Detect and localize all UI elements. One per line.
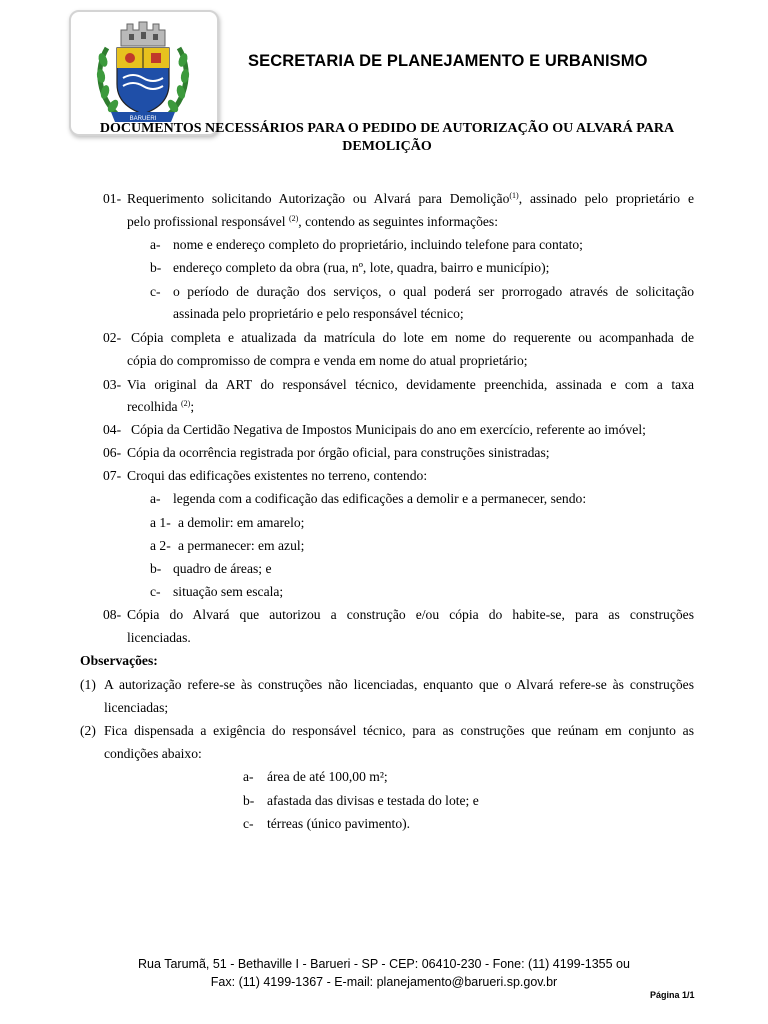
item-08-number: 08- (103, 607, 122, 622)
observation-1-number: (1) (80, 677, 96, 692)
item-01-sub-c-mark: c- (150, 284, 161, 299)
observation-2-sub-c-text: térreas (único pavimento). (267, 816, 411, 831)
item-07-sub-a2-text: a permanecer: em azul; (178, 538, 305, 553)
item-07-sub-b-text: quadro de áreas; e (173, 561, 272, 576)
item-06-line-1: Cópia da ocorrência registrada por órgão oficial, para construções sinistradas; (127, 445, 550, 460)
logo-frame (69, 10, 219, 136)
item-07-sub-a-mark: a- (150, 491, 161, 506)
item-07-sub-a2-mark: a 2- (150, 538, 171, 553)
page-number: Página 1/1 (650, 990, 695, 1000)
page-footer (0, 955, 768, 991)
item-04-number: 04- (103, 422, 122, 437)
barueri-coat-of-arms-logo (93, 18, 193, 126)
item-07-line-1: Croqui das edificações existentes no terreno, contendo: (127, 468, 428, 483)
document-title-line-2: DEMOLIÇÃO (342, 139, 432, 154)
item-07-sub-a1-text: a demolir: em amarelo; (178, 515, 305, 530)
item-07-sub-a1-mark: a 1- (150, 515, 171, 530)
observation-2-sub-b-mark: b- (243, 793, 255, 808)
footer-address-line-1: Rua Tarumã, 51 - Bethaville I - Barueri - SP - CEP: 06410-230 - Fone: (11) 4199-1355 ou (138, 957, 630, 971)
item-01-sub-c-text-1: o período de duração dos serviços, o qual poderá ser prorrogado através de solicitação (173, 284, 694, 299)
item-04-line-1: Cópia da Certidão Negativa de Impostos Municipais do ano em exercício, referente ao imóvel; (131, 422, 646, 437)
item-03-line-1: Via original da ART do responsável técnico, devidamente preenchida, assinada e com a taxa (127, 377, 694, 392)
observation-2-sub-c-mark: c- (243, 816, 254, 831)
observation-2-sub-a-text: área de até 100,00 m²; (267, 769, 388, 784)
footer-address-line-2: Fax: (11) 4199-1367 - E-mail: planejamento@barueri.sp.gov.br (210, 975, 558, 989)
observation-2-line-1: Fica dispensada a exigência do responsável técnico, para as construções que reúnam em conjunto as (104, 723, 694, 738)
item-01-number: 01- (103, 191, 122, 206)
observation-1-line-2: licenciadas; (104, 700, 169, 715)
item-01-line-2: pelo profissional responsável $^{(2)}$, contendo as seguintes informações: (127, 214, 498, 229)
item-07-sub-c-text: situação sem escala; (173, 584, 284, 599)
item-08-line-1: Cópia do Alvará que autorizou a construção e/ou cópia do habite-se, para as construções (127, 607, 694, 622)
item-02-number: 02- (103, 330, 122, 345)
observation-2-sub-a-mark: a- (243, 769, 254, 784)
observation-2-line-2: condições abaixo: (104, 746, 202, 761)
document-title (80, 120, 694, 156)
item-02-line-1: Cópia completa e atualizada da matrícula do lote em nome do requerente ou acompanhada de (131, 330, 694, 345)
item-03-number: 03- (103, 377, 122, 392)
item-07-sub-b-mark: b- (150, 561, 162, 576)
item-08-line-2: licenciadas. (127, 630, 191, 645)
item-02-line-2: cópia do compromisso de compra e venda em nome do atual proprietário; (127, 353, 528, 368)
observation-2-number: (2) (80, 723, 96, 738)
item-07-number: 07- (103, 468, 122, 483)
observation-1-line-1: A autorização refere-se às construções não licenciadas, enquanto que o Alvará refere-se às construções (104, 677, 694, 692)
document-title-line-1: DOCUMENTOS NECESSÁRIOS PARA O PEDIDO DE AUTORIZAÇÃO OU ALVARÁ PARA (99, 121, 675, 136)
item-01-sub-b-mark: b- (150, 260, 162, 275)
item-01-sub-c-text-2: assinada pelo proprietário e pelo responsável técnico; (173, 306, 464, 321)
item-06-number: 06- (103, 445, 122, 460)
item-01-sub-a-text: nome e endereço completo do proprietário, incluindo telefone para contato; (173, 237, 583, 252)
item-01-sub-a-mark: a- (150, 237, 161, 252)
item-07-sub-a-text: legenda com a codificação das edificações a demolir e a permanecer, sendo: (173, 491, 587, 506)
item-07-sub-c-mark: c- (150, 584, 161, 599)
item-03-line-2: recolhida $^{(2)}$; (127, 399, 195, 414)
observations-heading: Observações: (80, 653, 158, 668)
observation-2-sub-b-text: afastada das divisas e testada do lote; e (267, 793, 479, 808)
item-01-line-1: Requerimento solicitando Autorização ou Alvará para Demolição$^{(1)}$, assinado pelo proprietário e (127, 191, 694, 206)
logo-ribbon-text: BARUERI (129, 116, 157, 122)
page-header-title: SECRETARIA DE PLANEJAMENTO E URBANISMO (248, 52, 648, 70)
item-01-sub-b-text: endereço completo da obra (rua, nº, lote, quadra, bairro e município); (173, 260, 550, 275)
